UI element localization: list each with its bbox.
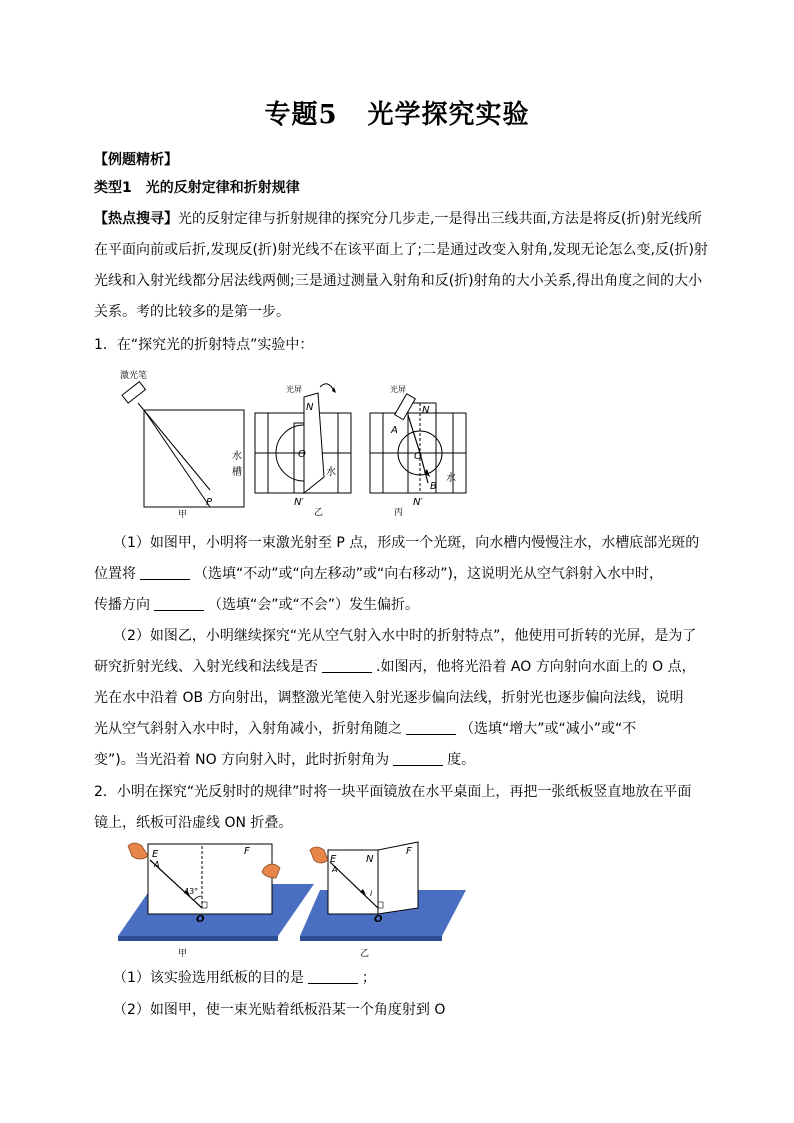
- A-bing: A: [391, 425, 398, 436]
- E-yi: E: [330, 854, 337, 865]
- q1-p1-line2: 位置将 （选填“不动”或“向左移动”或“向右移动”)，这说明光从空气斜射入水中时，: [94, 566, 663, 582]
- screen-label-bing: 光屏: [390, 385, 406, 394]
- q1-p2-line1: （2）如图乙，小明继续探究“光从空气射入水中时的折射特点”，他使用可折转的光屏，是为了: [113, 628, 697, 644]
- hot-line-1: 【热点搜寻】光的反射定律与折射规律的探究分几步走,一是得出三线共面,方法是将反(折)射光线所: [94, 211, 702, 227]
- beam-to-P: [144, 410, 210, 507]
- F-jia: F: [244, 846, 250, 857]
- laser-label: 激光笔: [120, 371, 148, 381]
- O-yi-2: O: [374, 914, 383, 925]
- screen-label-yi: 光屏: [286, 385, 302, 394]
- water-label-bing: 水: [446, 473, 456, 484]
- A-jia: A: [154, 860, 160, 869]
- hand-yi: [310, 847, 328, 863]
- hot-label: 【热点搜寻】: [94, 211, 178, 227]
- type-heading: 类型1 光的反射定律和折射规律: [94, 180, 300, 196]
- q1-stem: 1．在“探究光的折射特点”实验中：: [94, 337, 314, 353]
- figure-1-refraction: [110, 365, 480, 525]
- title-sub: 光学探究实验: [367, 100, 530, 130]
- caption-bing: 丙: [394, 508, 404, 518]
- answer-blank[interactable]: [406, 720, 456, 735]
- A-yi: A: [332, 865, 338, 874]
- hot-line-4: 关系。考的比较多的是第一步。: [94, 304, 290, 320]
- answer-blank[interactable]: [154, 596, 204, 611]
- hand-left-jia: [128, 843, 148, 859]
- caption-jia-2: 甲: [178, 949, 188, 959]
- q1-p2-line2: 研究折射光线、入射光线和法线是否 .如图丙，他将光沿着 AO 方向射向水面上的 O 点，: [94, 659, 696, 675]
- section-label: 【例题精析】: [94, 152, 178, 168]
- q2-line2: 镜上，纸板可沿虚线 ON 折叠。: [94, 815, 293, 831]
- water-label-yi: 水: [326, 467, 336, 478]
- title-main: 专题5: [264, 100, 338, 130]
- q1-p2-line4: 光从空气斜射入水中时，入射角减小，折射角随之 （选填“增大”或“减小”或“不: [94, 721, 637, 737]
- O-bing: O: [414, 451, 422, 462]
- tank-label-2: 槽: [232, 467, 242, 478]
- answer-blank[interactable]: [322, 658, 372, 673]
- tank-label-1: 水: [232, 451, 242, 462]
- caption-yi: 乙: [314, 508, 324, 518]
- laser-pen: [122, 382, 145, 403]
- B-bing: B: [430, 481, 437, 492]
- answer-blank[interactable]: [140, 565, 190, 580]
- N-yi: N: [306, 402, 314, 413]
- cardboard-F-yi: [378, 842, 418, 914]
- N-bing: N: [422, 405, 430, 416]
- q1-p1-line3: 传播方向 （选填“会”或“不会”）发生偏折。: [94, 597, 420, 613]
- q2-line1: 2．小明在探究“光反射时的规律”时将一块平面镜放在水平桌面上，再把一张纸板竖直地放在平面: [94, 784, 692, 800]
- O-jia: O: [196, 914, 205, 925]
- answer-blank[interactable]: [308, 969, 358, 984]
- angle-jia: 43°: [184, 887, 199, 896]
- i-yi: i: [370, 889, 373, 898]
- cardboard-jia: [148, 844, 272, 914]
- caption-jia: 甲: [178, 510, 188, 520]
- laser-pen-bing: [395, 394, 416, 420]
- q2-p1: （1）该实验选用纸板的目的是 ；: [113, 970, 376, 986]
- F-yi: F: [406, 846, 412, 857]
- laser-beam-jia: [138, 403, 210, 490]
- answer-blank[interactable]: [393, 751, 443, 766]
- screen-bing: [408, 403, 436, 493]
- Nprime-bing: N′: [413, 497, 423, 508]
- q1-p1-line1: （1）如图甲，小明将一束激光射至 P 点，形成一个光斑，向水槽内慢慢注水，水槽底部光斑的: [113, 535, 700, 551]
- water-tank-jia: [144, 410, 244, 507]
- hot-line-3: 光线和入射光线都分居法线两侧;三是通过测量入射角和反(折)射角的大小关系,得出角度之间的大小: [94, 273, 703, 289]
- O-yi: O: [298, 449, 306, 460]
- hot-line-2: 在平面向前或后折,发现反(折)射光线不在该平面上了;二是通过改变入射角,发现无论怎么变,反(折)射: [94, 242, 708, 258]
- q1-p2-line5: 变”)。当光沿着 NO 方向射入时，此时折射角为 度。: [94, 752, 476, 768]
- Nprime-yi: N′: [294, 497, 304, 508]
- figure-2-reflection: [114, 838, 474, 963]
- N-yi-2: N: [366, 854, 374, 865]
- q2-p2: （2）如图甲，使一束光贴着纸板沿某一个角度射到 O: [113, 1002, 446, 1018]
- point-P: P: [206, 497, 213, 508]
- caption-yi-2: 乙: [360, 949, 370, 959]
- page-title: [0, 94, 794, 131]
- q1-p2-line3: 光在水中沿着 OB 方向射出，调整激光笔使入射光逐步偏向法线，折射光也逐步偏向法线，说明: [94, 690, 684, 706]
- E-jia: E: [152, 849, 159, 860]
